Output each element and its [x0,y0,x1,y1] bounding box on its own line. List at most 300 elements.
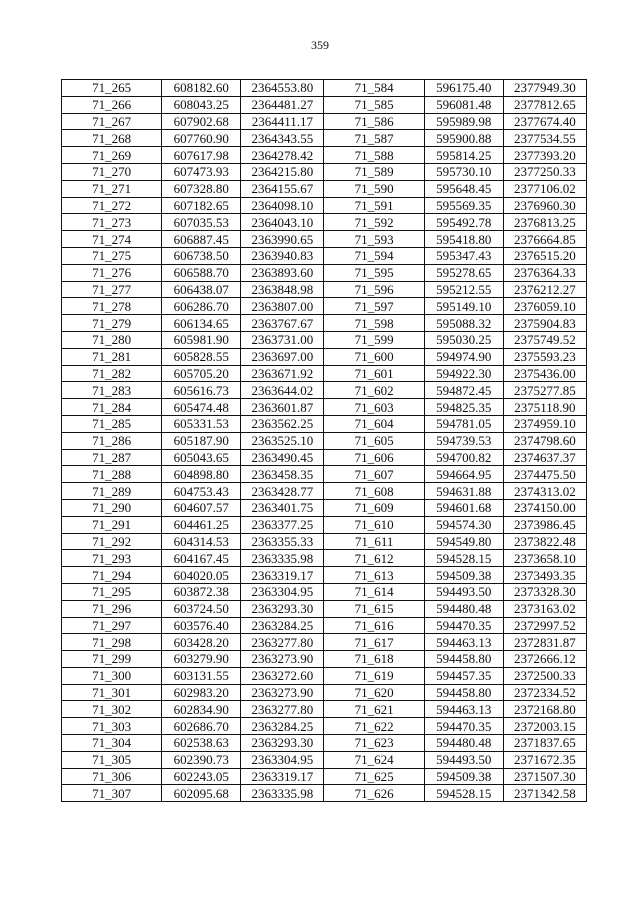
point-id-right: 71_618 [324,651,424,668]
point-id-right: 71_585 [324,96,424,113]
table-row [62,231,587,248]
x-coord-right: 594463.13 [424,701,503,718]
table-row [62,751,587,768]
point-id-left: 71_299 [62,651,162,668]
y-coord-right: 2376515.20 [503,247,586,264]
x-coord-right: 595492.78 [424,214,503,231]
table-row [62,718,587,735]
point-id-right: 71_589 [324,163,424,180]
y-coord-right: 2374959.10 [503,415,586,432]
point-id-right: 71_600 [324,348,424,365]
point-id-left: 71_304 [62,735,162,752]
point-id-right: 71_607 [324,466,424,483]
y-coord-right: 2372997.52 [503,617,586,634]
x-coord-right: 594470.35 [424,617,503,634]
x-coord-right: 595730.10 [424,163,503,180]
point-id-left: 71_298 [62,634,162,651]
point-id-left: 71_281 [62,348,162,365]
x-coord-left: 606134.65 [162,315,241,332]
x-coord-left: 605474.48 [162,399,241,416]
x-coord-right: 594493.50 [424,751,503,768]
y-coord-right: 2374637.37 [503,449,586,466]
y-coord-left: 2363807.00 [241,298,324,315]
y-coord-right: 2377250.33 [503,163,586,180]
y-coord-right: 2375277.85 [503,382,586,399]
y-coord-right: 2376960.30 [503,197,586,214]
table-row [62,348,587,365]
x-coord-right: 594574.30 [424,516,503,533]
page-number: 359 [311,38,329,52]
point-id-right: 71_610 [324,516,424,533]
y-coord-left: 2363490.45 [241,449,324,466]
x-coord-left: 604167.45 [162,550,241,567]
point-id-right: 71_584 [324,80,424,97]
x-coord-left: 602834.90 [162,701,241,718]
y-coord-right: 2375904.83 [503,315,586,332]
point-id-right: 71_598 [324,315,424,332]
y-coord-left: 2363893.60 [241,264,324,281]
x-coord-right: 594739.53 [424,432,503,449]
x-coord-right: 596175.40 [424,80,503,97]
y-coord-right: 2377949.30 [503,80,586,97]
point-id-right: 71_592 [324,214,424,231]
point-id-right: 71_588 [324,147,424,164]
table-row [62,130,587,147]
point-id-left: 71_295 [62,583,162,600]
point-id-left: 71_302 [62,701,162,718]
y-coord-right: 2377393.20 [503,147,586,164]
y-coord-left: 2363458.35 [241,466,324,483]
y-coord-right: 2376664.85 [503,231,586,248]
point-id-right: 71_587 [324,130,424,147]
y-coord-left: 2364278.42 [241,147,324,164]
x-coord-left: 602686.70 [162,718,241,735]
y-coord-left: 2364481.27 [241,96,324,113]
table-row [62,382,587,399]
point-id-right: 71_612 [324,550,424,567]
x-coord-right: 595347.43 [424,247,503,264]
point-id-left: 71_297 [62,617,162,634]
point-id-left: 71_273 [62,214,162,231]
point-id-right: 71_620 [324,684,424,701]
y-coord-left: 2363284.25 [241,617,324,634]
x-coord-right: 594528.15 [424,785,503,802]
y-coord-left: 2363335.98 [241,550,324,567]
x-coord-left: 604461.25 [162,516,241,533]
x-coord-right: 595900.88 [424,130,503,147]
y-coord-left: 2363319.17 [241,567,324,584]
y-coord-right: 2377674.40 [503,113,586,130]
y-coord-left: 2364155.67 [241,180,324,197]
point-id-right: 71_625 [324,768,424,785]
y-coord-right: 2377534.55 [503,130,586,147]
y-coord-right: 2372003.15 [503,718,586,735]
y-coord-right: 2375118.90 [503,399,586,416]
point-id-left: 71_286 [62,432,162,449]
point-id-right: 71_593 [324,231,424,248]
point-id-left: 71_271 [62,180,162,197]
point-id-left: 71_285 [62,415,162,432]
y-coord-right: 2372831.87 [503,634,586,651]
point-id-left: 71_305 [62,751,162,768]
y-coord-right: 2376212.27 [503,281,586,298]
point-id-right: 71_622 [324,718,424,735]
x-coord-right: 594470.35 [424,718,503,735]
y-coord-left: 2363940.83 [241,247,324,264]
y-coord-left: 2364553.80 [241,80,324,97]
table-row [62,163,587,180]
y-coord-left: 2364215.80 [241,163,324,180]
x-coord-right: 594664.95 [424,466,503,483]
y-coord-right: 2373163.02 [503,600,586,617]
x-coord-right: 594528.15 [424,550,503,567]
y-coord-right: 2373328.30 [503,583,586,600]
table-row [62,298,587,315]
x-coord-left: 603576.40 [162,617,241,634]
point-id-right: 71_605 [324,432,424,449]
table-row [62,180,587,197]
point-id-left: 71_291 [62,516,162,533]
y-coord-left: 2363562.25 [241,415,324,432]
point-id-right: 71_609 [324,499,424,516]
point-id-left: 71_296 [62,600,162,617]
point-id-right: 71_590 [324,180,424,197]
x-coord-right: 594458.80 [424,684,503,701]
y-coord-left: 2363525.10 [241,432,324,449]
point-id-left: 71_301 [62,684,162,701]
x-coord-left: 605981.90 [162,331,241,348]
x-coord-left: 602243.05 [162,768,241,785]
y-coord-left: 2364411.17 [241,113,324,130]
x-coord-right: 594509.38 [424,567,503,584]
table-row [62,197,587,214]
y-coord-right: 2376813.25 [503,214,586,231]
point-id-right: 71_599 [324,331,424,348]
y-coord-right: 2377812.65 [503,96,586,113]
table-row [62,583,587,600]
table-row [62,281,587,298]
point-id-left: 71_275 [62,247,162,264]
point-id-right: 71_616 [324,617,424,634]
y-coord-right: 2372666.12 [503,651,586,668]
x-coord-left: 607182.65 [162,197,241,214]
x-coord-right: 595569.35 [424,197,503,214]
x-coord-right: 594549.80 [424,533,503,550]
table-row [62,432,587,449]
y-coord-right: 2376364.33 [503,264,586,281]
x-coord-right: 595149.10 [424,298,503,315]
x-coord-right: 594974.90 [424,348,503,365]
point-id-left: 71_306 [62,768,162,785]
table-row [62,96,587,113]
table-row [62,80,587,97]
table-row [62,533,587,550]
table-row [62,651,587,668]
y-coord-right: 2371837.65 [503,735,586,752]
point-id-right: 71_596 [324,281,424,298]
table-row [62,147,587,164]
table-row [62,264,587,281]
point-id-right: 71_617 [324,634,424,651]
y-coord-right: 2374150.00 [503,499,586,516]
point-id-left: 71_266 [62,96,162,113]
point-id-left: 71_276 [62,264,162,281]
table-row [62,516,587,533]
x-coord-right: 594601.68 [424,499,503,516]
y-coord-left: 2363284.25 [241,718,324,735]
point-id-right: 71_601 [324,365,424,382]
x-coord-left: 607617.98 [162,147,241,164]
x-coord-right: 595088.32 [424,315,503,332]
point-id-right: 71_615 [324,600,424,617]
y-coord-left: 2363644.02 [241,382,324,399]
y-coord-right: 2375593.23 [503,348,586,365]
y-coord-right: 2373822.48 [503,533,586,550]
x-coord-right: 594922.30 [424,365,503,382]
point-id-right: 71_623 [324,735,424,752]
point-id-left: 71_279 [62,315,162,332]
x-coord-right: 595418.80 [424,231,503,248]
point-id-right: 71_597 [324,298,424,315]
y-coord-left: 2363277.80 [241,701,324,718]
x-coord-left: 603428.20 [162,634,241,651]
x-coord-right: 595989.98 [424,113,503,130]
x-coord-left: 603131.55 [162,667,241,684]
x-coord-right: 594480.48 [424,600,503,617]
point-id-right: 71_602 [324,382,424,399]
point-id-right: 71_624 [324,751,424,768]
x-coord-left: 605616.73 [162,382,241,399]
point-id-right: 71_621 [324,701,424,718]
x-coord-left: 603724.50 [162,600,241,617]
x-coord-left: 606286.70 [162,298,241,315]
point-id-left: 71_270 [62,163,162,180]
y-coord-left: 2363377.25 [241,516,324,533]
x-coord-right: 595814.25 [424,147,503,164]
point-id-left: 71_283 [62,382,162,399]
y-coord-left: 2363697.00 [241,348,324,365]
point-id-left: 71_303 [62,718,162,735]
point-id-right: 71_614 [324,583,424,600]
point-id-left: 71_269 [62,147,162,164]
point-id-left: 71_287 [62,449,162,466]
table-row [62,415,587,432]
table-row [62,550,587,567]
table-row [62,735,587,752]
point-id-left: 71_294 [62,567,162,584]
y-coord-right: 2375749.52 [503,331,586,348]
y-coord-right: 2374475.50 [503,466,586,483]
table-row [62,785,587,802]
x-coord-right: 594509.38 [424,768,503,785]
table-row [62,499,587,516]
x-coord-right: 594493.50 [424,583,503,600]
x-coord-left: 602390.73 [162,751,241,768]
table-row [62,365,587,382]
point-id-right: 71_626 [324,785,424,802]
table-row [62,113,587,130]
table-row [62,449,587,466]
y-coord-right: 2373493.35 [503,567,586,584]
x-coord-left: 607902.68 [162,113,241,130]
y-coord-left: 2363401.75 [241,499,324,516]
table-row [62,684,587,701]
x-coord-right: 594825.35 [424,399,503,416]
x-coord-right: 595648.45 [424,180,503,197]
y-coord-right: 2377106.02 [503,180,586,197]
point-id-left: 71_293 [62,550,162,567]
table-row [62,600,587,617]
y-coord-left: 2363304.95 [241,751,324,768]
x-coord-right: 594872.45 [424,382,503,399]
x-coord-left: 605043.65 [162,449,241,466]
x-coord-left: 604607.57 [162,499,241,516]
x-coord-right: 594700.82 [424,449,503,466]
y-coord-left: 2364043.10 [241,214,324,231]
x-coord-left: 606738.50 [162,247,241,264]
y-coord-left: 2364098.10 [241,197,324,214]
x-coord-right: 594781.05 [424,415,503,432]
x-coord-left: 604753.43 [162,483,241,500]
x-coord-left: 607760.90 [162,130,241,147]
point-id-right: 71_608 [324,483,424,500]
point-id-left: 71_274 [62,231,162,248]
table-row [62,634,587,651]
point-id-left: 71_307 [62,785,162,802]
x-coord-left: 605187.90 [162,432,241,449]
x-coord-left: 605705.20 [162,365,241,382]
x-coord-left: 602538.63 [162,735,241,752]
x-coord-left: 607035.53 [162,214,241,231]
x-coord-left: 608043.25 [162,96,241,113]
table-row [62,617,587,634]
table-row [62,768,587,785]
y-coord-left: 2363293.30 [241,735,324,752]
x-coord-left: 608182.60 [162,80,241,97]
x-coord-left: 606438.07 [162,281,241,298]
x-coord-left: 606588.70 [162,264,241,281]
y-coord-left: 2364343.55 [241,130,324,147]
x-coord-right: 594631.88 [424,483,503,500]
x-coord-right: 595030.25 [424,331,503,348]
table-row [62,331,587,348]
y-coord-right: 2372500.33 [503,667,586,684]
point-id-right: 71_619 [324,667,424,684]
point-id-right: 71_613 [324,567,424,584]
x-coord-left: 607328.80 [162,180,241,197]
table-row [62,399,587,416]
y-coord-left: 2363319.17 [241,768,324,785]
table-row [62,247,587,264]
point-id-left: 71_280 [62,331,162,348]
point-id-left: 71_282 [62,365,162,382]
point-id-left: 71_265 [62,80,162,97]
point-id-right: 71_606 [324,449,424,466]
point-id-right: 71_603 [324,399,424,416]
y-coord-right: 2373986.45 [503,516,586,533]
x-coord-left: 603872.38 [162,583,241,600]
y-coord-right: 2374313.02 [503,483,586,500]
point-id-left: 71_300 [62,667,162,684]
point-id-left: 71_289 [62,483,162,500]
x-coord-right: 595212.55 [424,281,503,298]
x-coord-right: 594463.13 [424,634,503,651]
x-coord-right: 594458.80 [424,651,503,668]
table-body [62,80,587,802]
y-coord-right: 2373658.10 [503,550,586,567]
y-coord-left: 2363272.60 [241,667,324,684]
x-coord-left: 603279.90 [162,651,241,668]
x-coord-left: 604020.05 [162,567,241,584]
y-coord-right: 2372168.80 [503,701,586,718]
table-row [62,667,587,684]
point-id-right: 71_591 [324,197,424,214]
y-coord-left: 2363273.90 [241,651,324,668]
table-row [62,701,587,718]
point-id-right: 71_595 [324,264,424,281]
table-row [62,483,587,500]
point-id-right: 71_604 [324,415,424,432]
x-coord-left: 604314.53 [162,533,241,550]
y-coord-left: 2363731.00 [241,331,324,348]
y-coord-right: 2371507.30 [503,768,586,785]
coordinates-table [61,79,587,802]
y-coord-left: 2363335.98 [241,785,324,802]
y-coord-left: 2363767.67 [241,315,324,332]
x-coord-right: 596081.48 [424,96,503,113]
point-id-left: 71_267 [62,113,162,130]
y-coord-left: 2363601.87 [241,399,324,416]
x-coord-right: 595278.65 [424,264,503,281]
x-coord-left: 607473.93 [162,163,241,180]
y-coord-right: 2372334.52 [503,684,586,701]
point-id-right: 71_586 [324,113,424,130]
point-id-left: 71_268 [62,130,162,147]
y-coord-left: 2363277.80 [241,634,324,651]
y-coord-right: 2374798.60 [503,432,586,449]
y-coord-right: 2376059.10 [503,298,586,315]
x-coord-left: 605331.53 [162,415,241,432]
point-id-left: 71_292 [62,533,162,550]
table-row [62,214,587,231]
y-coord-left: 2363273.90 [241,684,324,701]
point-id-right: 71_611 [324,533,424,550]
x-coord-right: 594457.35 [424,667,503,684]
x-coord-left: 602983.20 [162,684,241,701]
x-coord-left: 605828.55 [162,348,241,365]
point-id-left: 71_288 [62,466,162,483]
point-id-left: 71_277 [62,281,162,298]
y-coord-left: 2363304.95 [241,583,324,600]
y-coord-left: 2363355.33 [241,533,324,550]
point-id-left: 71_278 [62,298,162,315]
y-coord-left: 2363428.77 [241,483,324,500]
y-coord-right: 2375436.00 [503,365,586,382]
point-id-left: 71_272 [62,197,162,214]
x-coord-right: 594480.48 [424,735,503,752]
x-coord-left: 604898.80 [162,466,241,483]
table-row [62,466,587,483]
x-coord-left: 606887.45 [162,231,241,248]
point-id-left: 71_290 [62,499,162,516]
y-coord-left: 2363848.98 [241,281,324,298]
table-row [62,315,587,332]
x-coord-left: 602095.68 [162,785,241,802]
point-id-right: 71_594 [324,247,424,264]
y-coord-right: 2371672.35 [503,751,586,768]
table-row [62,567,587,584]
y-coord-left: 2363990.65 [241,231,324,248]
